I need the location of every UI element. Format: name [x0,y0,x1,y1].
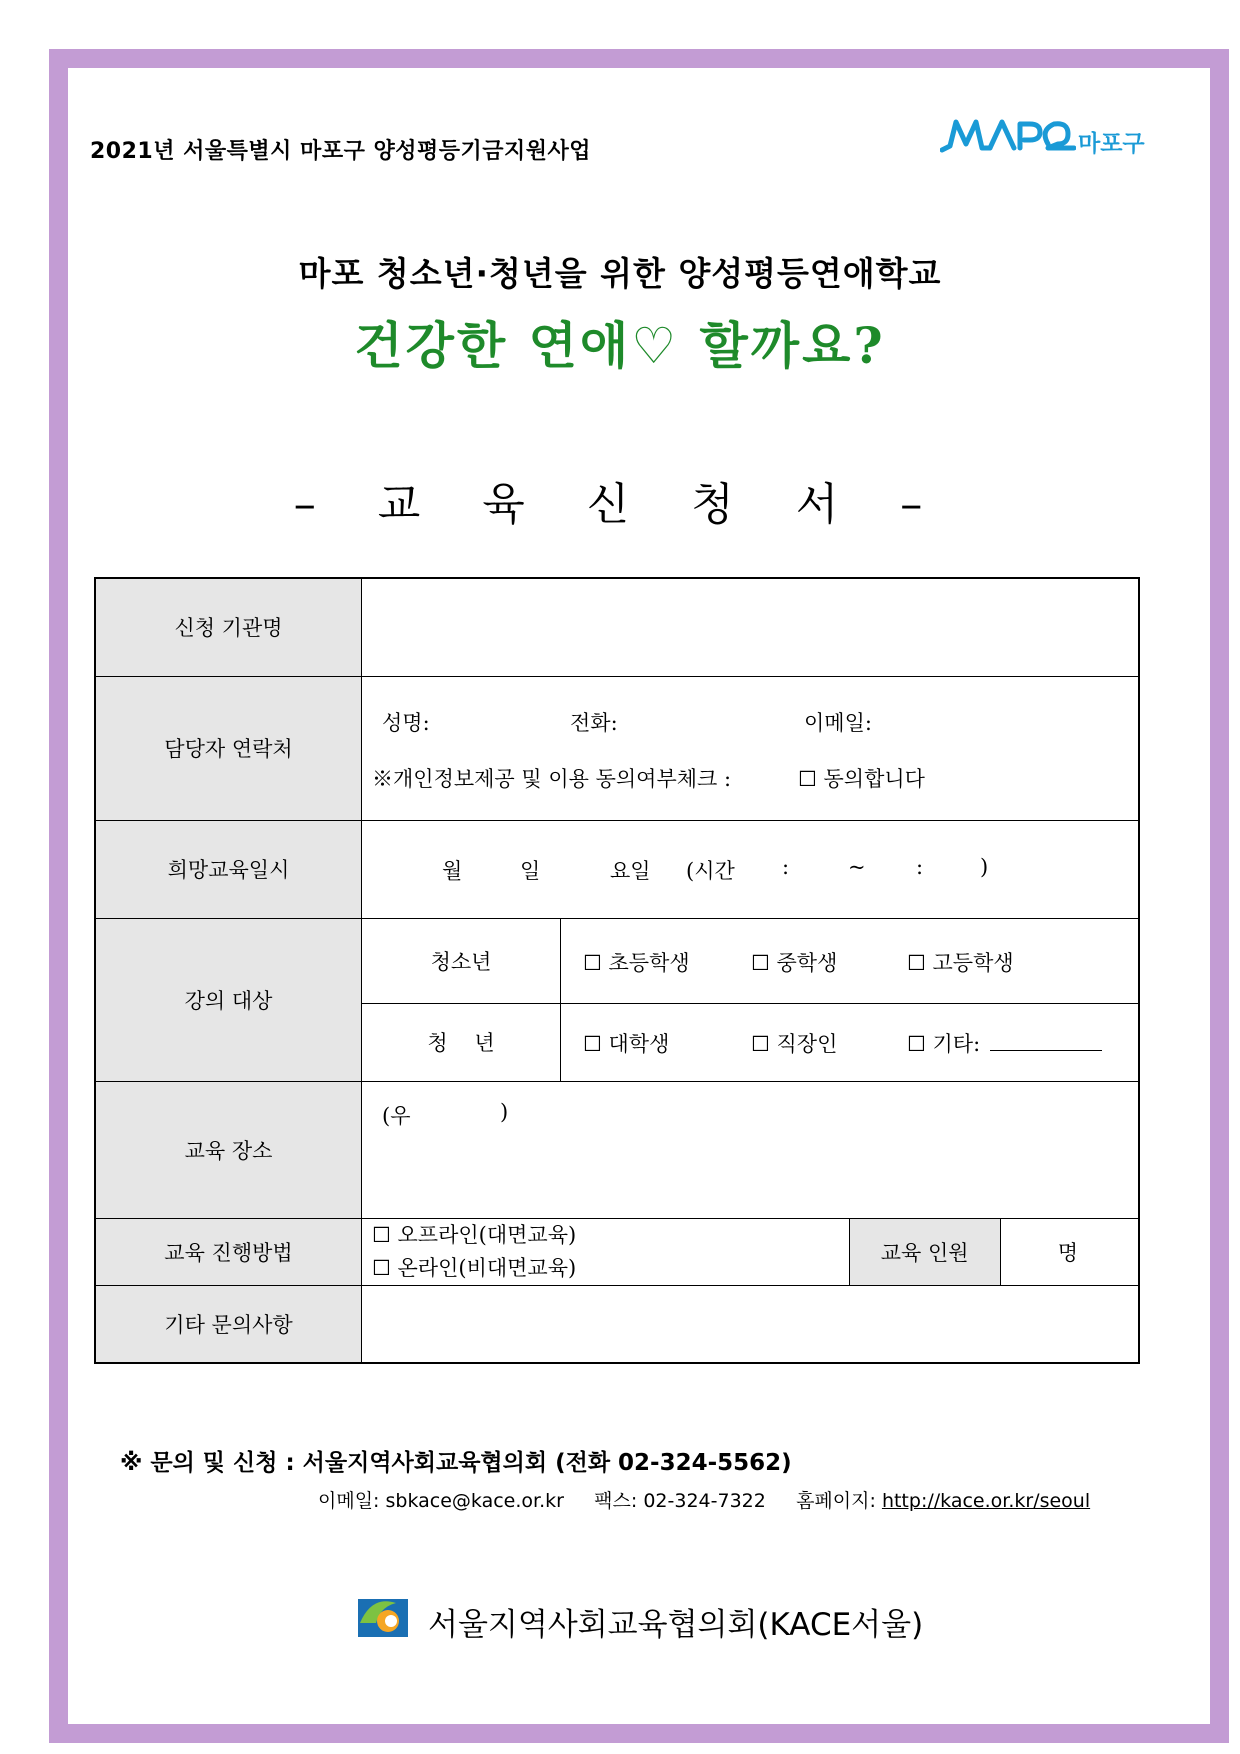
target-label: 강의 대상 [95,918,362,1081]
program-title: 건강한 연애♡ 할까요? [354,316,886,375]
method-options [362,1218,850,1285]
etc-label: 기타 문의사항 [95,1285,362,1363]
privacy-consent-text: ※개인정보제공 및 이용 동의여부체크 : [372,766,732,791]
option-label: 기타: [932,1031,981,1056]
row-etc [95,1285,1139,1363]
checkbox-icon: ☐ [907,1031,926,1056]
project-title: 2021년 서울특별시 마포구 양성평등기금지원사업 [90,139,591,164]
date-weekday: 요일 [610,858,651,883]
option-high-school[interactable] [907,947,1014,977]
row-method [95,1218,1139,1285]
option-label: 중학생 [776,950,838,975]
postal-open: (우 [382,1103,411,1128]
email-label: 이메일: [318,1490,380,1512]
fax-value: 02-324-7322 [643,1490,766,1512]
application-form [94,577,1140,1364]
place-cell[interactable] [362,1081,1140,1218]
program-subtitle: 마포 청소년·청년을 위한 양성평등연애학교 [298,254,942,293]
contact-cell [362,676,1140,820]
method-online-option[interactable] [372,1252,849,1285]
place-label: 교육 장소 [95,1081,362,1218]
row-place [95,1081,1139,1218]
fax-label: 팩스: [594,1490,638,1512]
institution-input[interactable] [362,578,1140,676]
method-online-label: 온라인(비대면교육) [397,1255,577,1280]
checkbox-icon: ☐ [751,1031,770,1056]
date-day: 일 [520,858,541,883]
headcount-cell[interactable] [1000,1218,1139,1285]
checkbox-icon: ☐ [798,766,817,791]
option-label: 고등학생 [932,950,1014,975]
row-contact [95,676,1139,820]
row-institution [95,578,1139,676]
homepage-link[interactable]: http://kace.or.kr/seoul [881,1490,1091,1512]
postal-close: ) [500,1099,509,1124]
date-close: ) [980,854,989,879]
date-colon-1: : [782,854,790,879]
homepage-label: 홈페이지: [796,1490,876,1512]
kace-logo-icon [356,1593,412,1641]
contact-details [318,1486,1090,1513]
row-date [95,820,1139,918]
headcount-unit: 명 [1057,1240,1078,1265]
option-other[interactable] [907,1028,1102,1058]
other-blank-field[interactable] [990,1032,1102,1051]
date-time-open: (시간 [686,858,735,883]
form-title: – 교 육 신 청 서 – [293,479,947,530]
inquiry-line: ※ 문의 및 신청 : 서울지역사회교육협의회 (전화 02-324-5562) [120,1450,792,1476]
kace-footer [356,1593,924,1643]
target-youth-options [561,918,1140,1003]
option-label: 직장인 [776,1031,838,1056]
checkbox-icon: ☐ [907,950,926,975]
mapo-logo-icon [940,116,1076,156]
mapo-logo [940,116,1150,156]
target-young-options [561,1003,1140,1081]
option-worker[interactable] [751,1028,837,1058]
checkbox-icon: ☐ [751,950,770,975]
date-label: 희망교육일시 [95,820,362,918]
date-tilde: ~ [848,854,866,879]
option-label: 초등학생 [608,950,690,975]
mapo-logo-text: 마포구 [1078,131,1145,157]
method-label: 교육 진행방법 [95,1218,362,1285]
method-offline-label: 오프라인(대면교육) [397,1222,577,1247]
privacy-agree-label: 동의합니다 [823,766,925,791]
option-university[interactable] [583,1028,669,1058]
checkbox-icon: ☐ [372,1255,391,1280]
checkbox-icon: ☐ [372,1222,391,1247]
checkbox-icon: ☐ [583,950,602,975]
privacy-agree-checkbox[interactable] [798,763,925,793]
contact-name-label[interactable]: 성명: [382,710,430,735]
kace-org-name: 서울지역사회교육협의회(KACE서울) [428,1607,924,1643]
target-youth-label: 청소년 [362,918,561,1003]
option-elementary[interactable] [583,947,690,977]
target-young-label [362,1003,561,1081]
date-month: 월 [442,858,463,883]
option-label: 대학생 [608,1031,670,1056]
row-target-youth [95,918,1139,1003]
etc-input[interactable] [362,1285,1140,1363]
date-cell[interactable] [362,820,1140,918]
date-colon-2: : [916,854,924,879]
contact-email-label[interactable]: 이메일: [804,710,872,735]
method-offline-option[interactable] [372,1219,849,1252]
institution-label: 신청 기관명 [95,578,362,676]
headcount-label: 교육 인원 [849,1218,1000,1285]
email-value: sbkace@kace.or.kr [385,1490,564,1512]
contact-phone-label[interactable]: 전화: [570,710,618,735]
target-young-label-text: 청 년 [427,1031,495,1055]
option-middle-school[interactable] [751,947,837,977]
checkbox-icon: ☐ [583,1031,602,1056]
contact-label: 담당자 연락처 [95,676,362,820]
